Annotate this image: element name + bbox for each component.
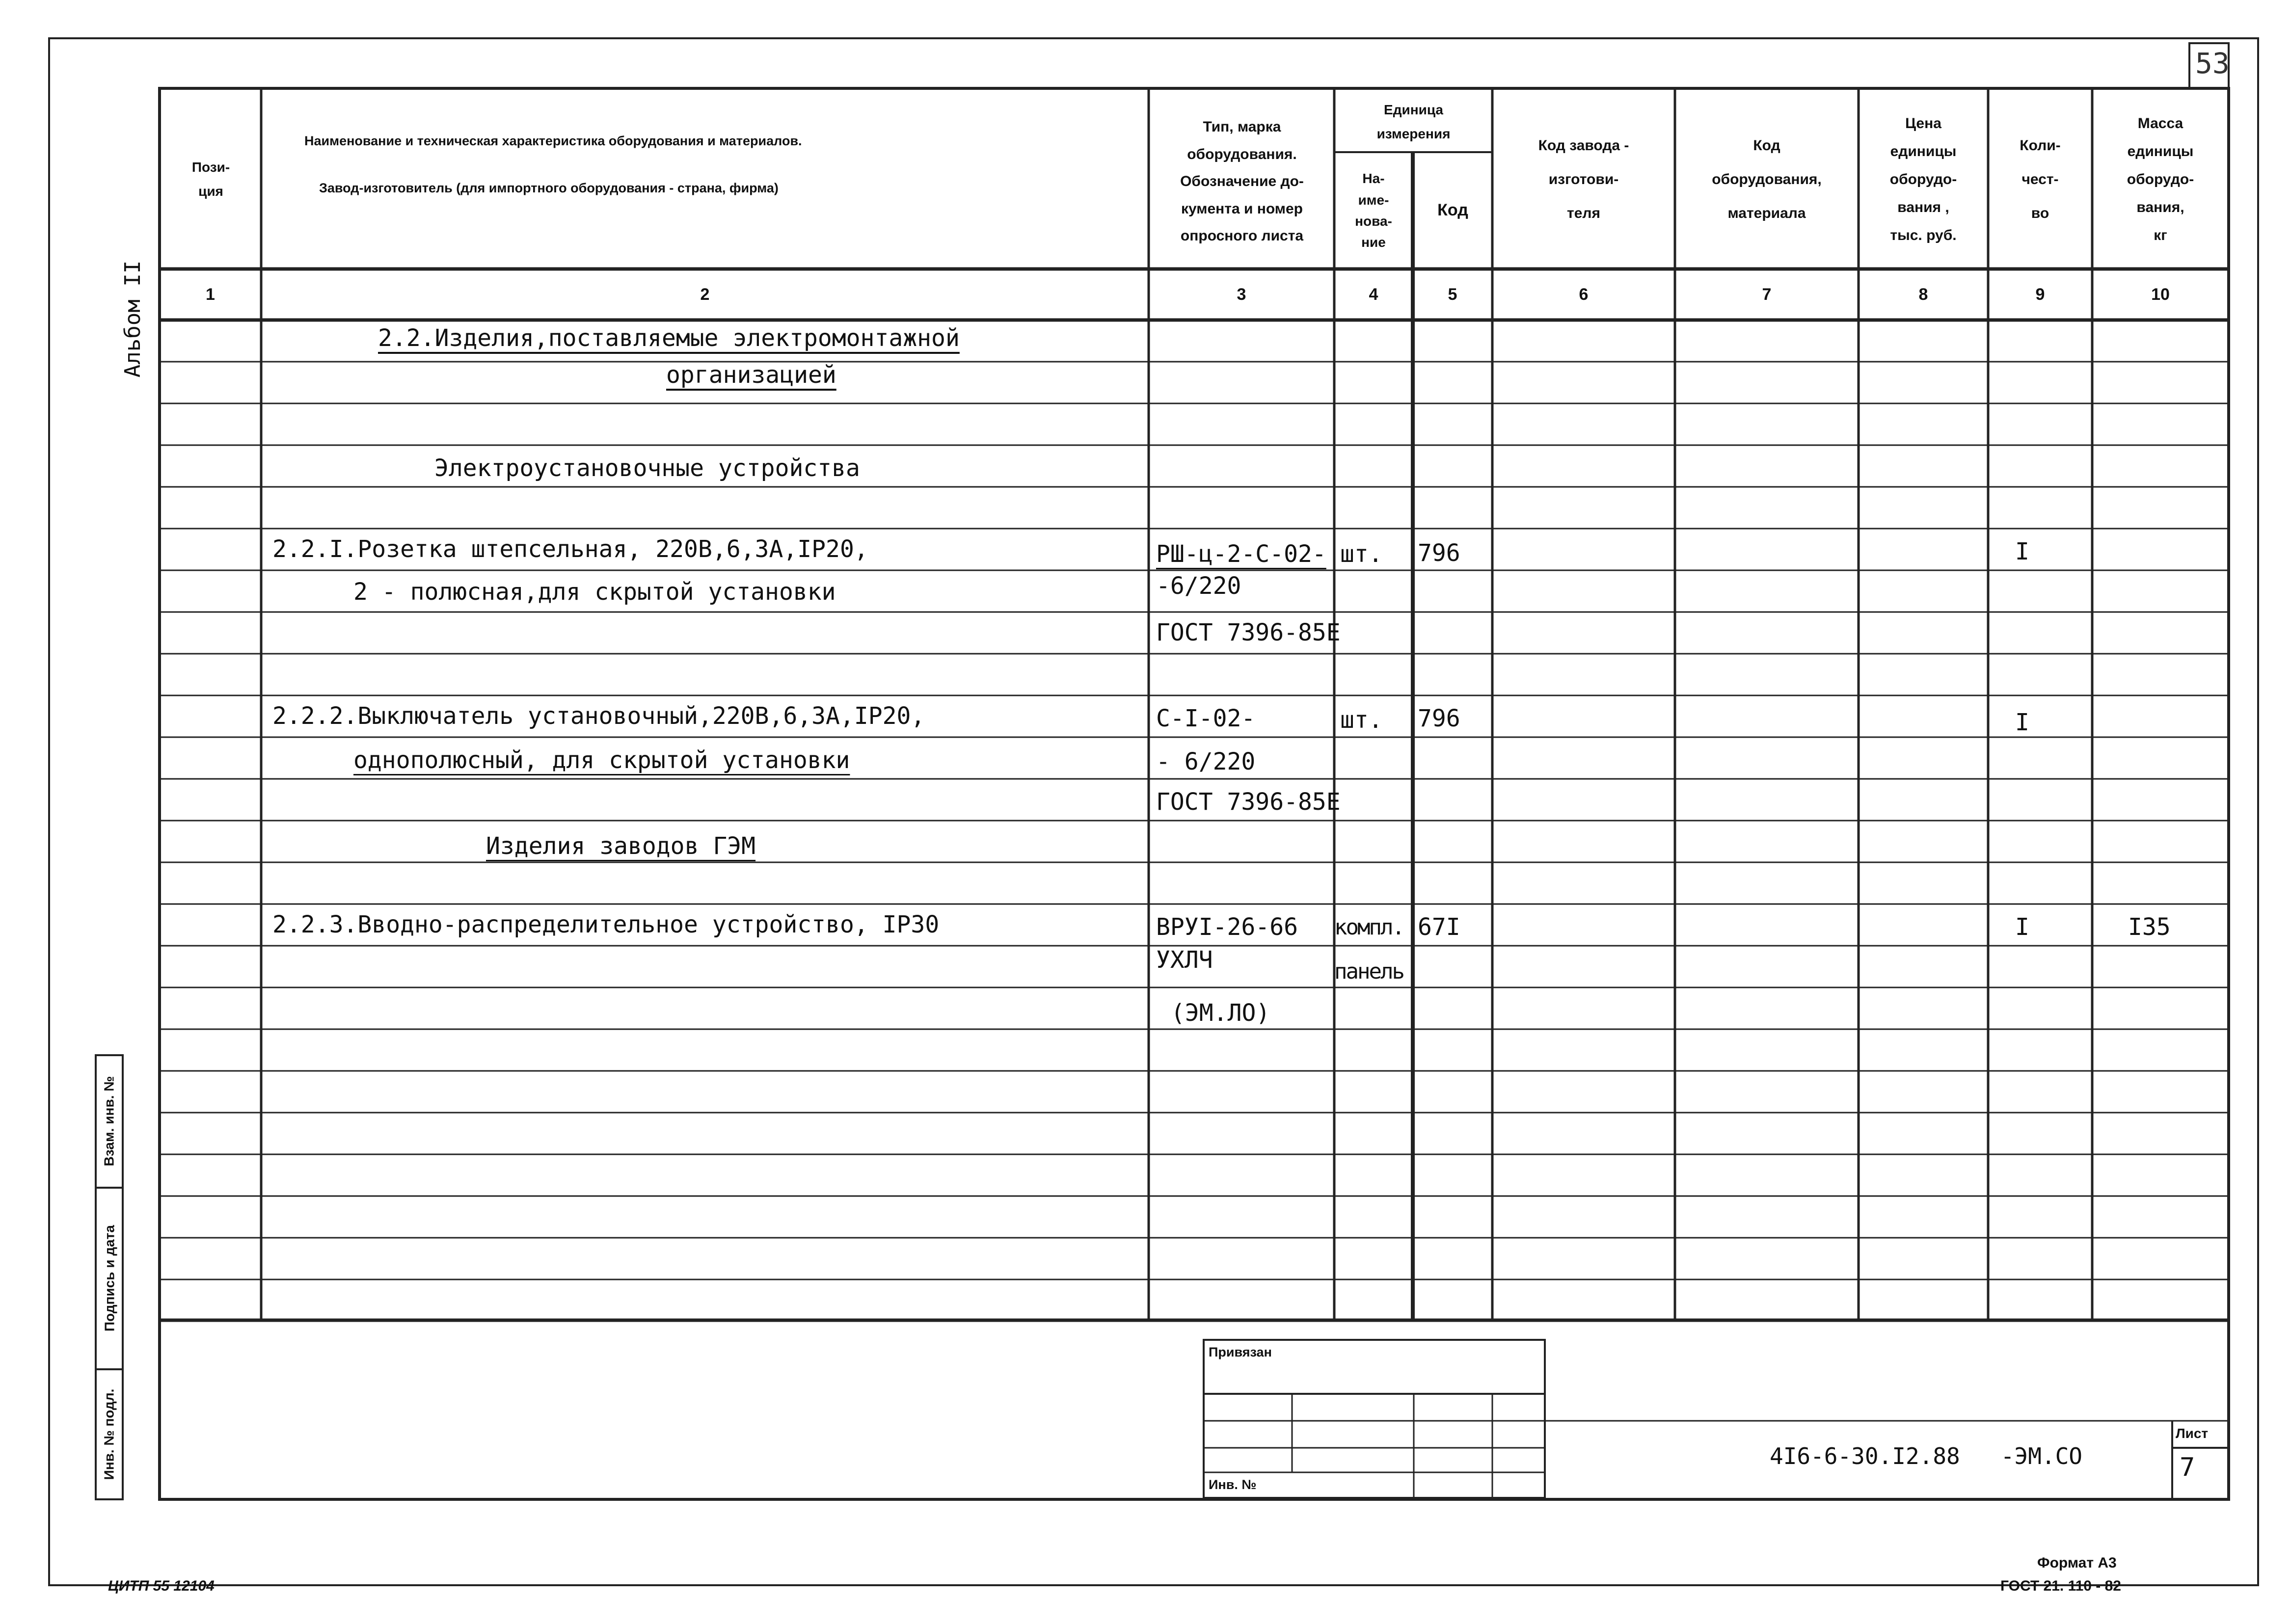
- item1-name-line2: 2 - полюсная,для скрытой установки: [353, 578, 836, 606]
- footer-gost: ГОСТ 21. 110 - 82: [2000, 1578, 2121, 1594]
- sheet-number: 7: [2180, 1453, 2195, 1482]
- item1-quantity: I: [2015, 538, 2029, 565]
- stamp-signature-date: Подпись и дата: [102, 1225, 117, 1331]
- section-title-line1: 2.2.Изделия,поставляемые электромонтажной: [378, 324, 960, 352]
- item3-quantity: I: [2015, 913, 2029, 941]
- item3-unit-line1: компл.: [1334, 915, 1403, 940]
- item2-type-line2: - 6/220: [1156, 748, 1256, 775]
- item2-name-line2: однополюсный, для скрытой установки: [353, 746, 850, 774]
- section-title-line2: организацией: [666, 361, 836, 389]
- item2-type-line3: ГОСТ 7396-85Е: [1156, 788, 1341, 816]
- header-price: Цена единицы оборудо- вания , тыс. руб.: [1889, 115, 1957, 243]
- header-quantity: Коли- чест- во: [2020, 137, 2061, 221]
- colnum-6: 6: [1579, 285, 1589, 304]
- footer-registration: ЦИТП 55 12104: [108, 1578, 215, 1594]
- colnum-4: 4: [1369, 285, 1378, 304]
- colnum-10: 10: [2151, 285, 2170, 304]
- stamp-vzam-inv: Взам. инв. №: [101, 1076, 116, 1167]
- item3-type-line1: ВРУI-26-66: [1156, 913, 1298, 941]
- item1-type-line3: ГОСТ 7396-85Е: [1156, 619, 1341, 646]
- item1-unit-code: 796: [1418, 539, 1460, 567]
- page-number: 53: [2195, 47, 2230, 80]
- item3-type-line3: (ЭМ.ЛО): [1171, 999, 1270, 1027]
- sheet-label: Лист: [2176, 1426, 2209, 1441]
- item3-type-line2: УХЛЧ: [1156, 946, 1213, 974]
- item2-name-line1: 2.2.2.Выключатель установочный,220В,6,3А,IР20,: [272, 702, 925, 730]
- item1-unit: шт.: [1340, 540, 1383, 568]
- colnum-3: 3: [1237, 285, 1246, 304]
- colnum-9: 9: [2035, 285, 2045, 304]
- header-unit-name: На- име- нова- ние: [1355, 171, 1392, 250]
- document-code: 4I6-6-30.I2.88 -ЭМ.СО: [1770, 1443, 2082, 1469]
- header-mass: Масса единицы оборудо- вания, кг: [2127, 115, 2194, 243]
- header-position: Пози- ция: [191, 160, 230, 199]
- stamp-inv-no: Инв. №: [1209, 1477, 1257, 1492]
- colnum-2: 2: [700, 285, 710, 304]
- item2-unit-code: 796: [1418, 705, 1460, 732]
- item2-type-line1: С-I-02-: [1156, 705, 1256, 732]
- header-factory-code: Код завода - изготови- теля: [1538, 137, 1629, 221]
- header-name-line2: Завод-изготовитель (для импортного оборудования - страна, фирма): [319, 181, 779, 195]
- stamp-inv-podl: Инв. № подл.: [101, 1388, 116, 1480]
- item2-quantity: I: [2015, 709, 2029, 736]
- colnum-5: 5: [1448, 285, 1457, 304]
- colnum-8: 8: [1918, 285, 1928, 304]
- header-name-line1: Наименование и техническая характеристика оборудования и материалов.: [304, 133, 802, 148]
- item3-mass: I35: [2128, 913, 2171, 941]
- item1-name-line1: 2.2.I.Розетка штепсельная, 220В,6,3А,IР20,: [272, 535, 868, 563]
- item1-type-line2: -6/220: [1156, 572, 1241, 600]
- subsection-electrical-devices: Электроустановочные устройства: [434, 454, 860, 482]
- header-type: Тип, марка оборудования. Обозначение до- кумента и номер опросного листа: [1180, 119, 1304, 244]
- footer-format: Формат А3: [2037, 1555, 2117, 1571]
- item1-type-line1: РШ-ц-2-С-02-: [1156, 540, 1326, 568]
- colnum-7: 7: [1762, 285, 1772, 304]
- item3-unit-line2: панель: [1334, 959, 1403, 984]
- header-units-group: Единица измерения: [1376, 102, 1451, 141]
- album-label: Альбом II: [120, 260, 145, 378]
- item3-unit-code: 67I: [1418, 913, 1460, 941]
- item2-unit: шт.: [1340, 706, 1383, 734]
- colnum-1: 1: [206, 285, 215, 304]
- item3-name: 2.2.3.Вводно-распределительное устройство, IР30: [272, 911, 940, 938]
- header-equipment-code: Код оборудования, материала: [1712, 137, 1822, 221]
- subsection-gem-products: Изделия заводов ГЭМ: [486, 832, 756, 860]
- stamp-privyazan: Привязан: [1209, 1345, 1272, 1359]
- header-unit-code: Код: [1437, 201, 1468, 220]
